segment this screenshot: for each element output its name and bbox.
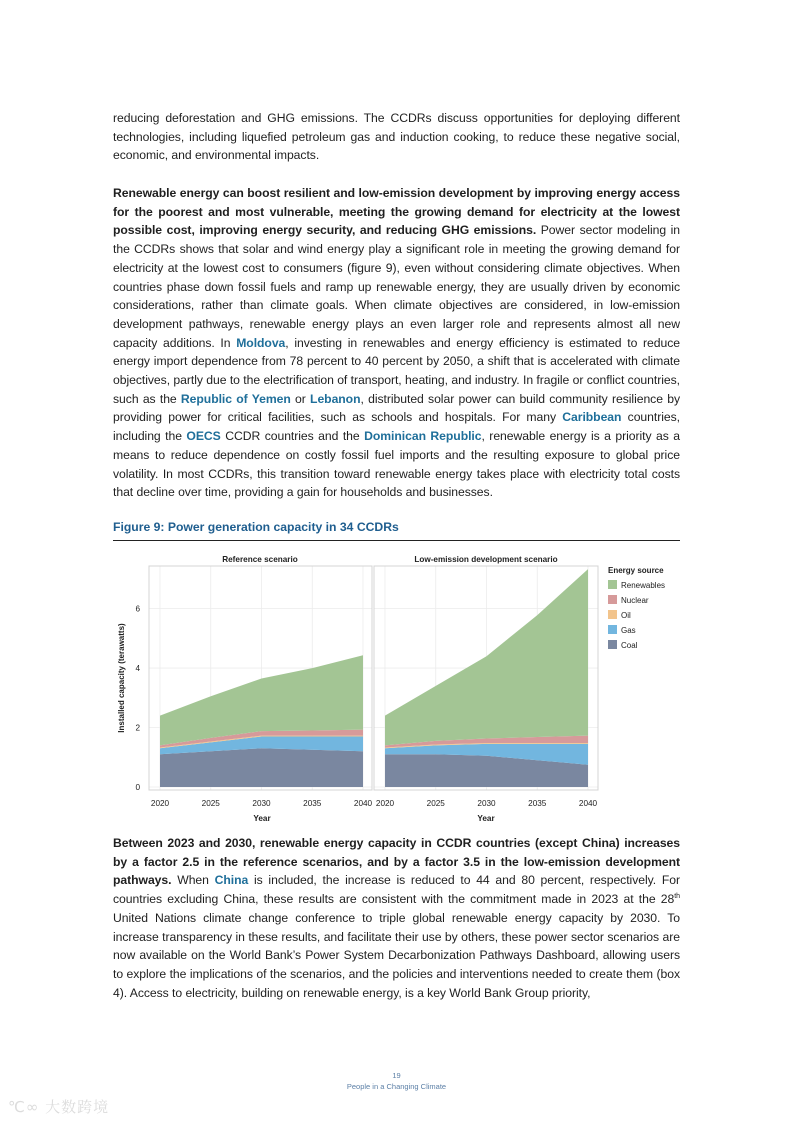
legend-label-gas: Gas xyxy=(621,626,636,635)
figure-title: Figure 9: Power generation capacity in 34 CCDRs xyxy=(113,520,399,534)
paragraph-text: , investing in renewables and energy efficiency is estimated to reduce energy import dependence from 78 percent to 40 percent by 2050, a shift that is accelerated with climate objectives, partly due to the electrification of transport, heating, and industry. In fragile or conflict countries, such as the xyxy=(113,335,680,406)
legend-label-oil: Oil xyxy=(621,611,631,620)
legend-swatch-coal xyxy=(608,640,617,649)
x-tick-label: 2025 xyxy=(426,799,445,808)
paragraph-text: United Nations climate change conference to triple global renewable energy capacity by 2030. To increase transparency in these results, and facilitate their use by others, these power sector scenarios are now available on the World Bank’s Power System Decarbonization Pathways Dashboard, allowing users to explore the implications of the scenarios, and the policies and interventions needed to create them (box 4). Access to electricity, building on renewable energy, is a key World Bank Group priority, xyxy=(113,910,680,1000)
link-china[interactable]: China xyxy=(214,873,249,888)
paragraph-bold-lead: Renewable energy can boost resilient and low-emission development by improving energy access for the poorest and most vulnerable, meeting the growing demand for electricity at the lowest possible cost, improving energy security, and reducing GHG emissions. xyxy=(113,186,680,238)
x-tick-label: 2025 xyxy=(201,799,220,808)
x-tick-label: 2020 xyxy=(150,799,170,808)
panel-title-reference: Reference scenario xyxy=(222,555,298,564)
x-axis-label-low-emission: Year xyxy=(477,814,495,823)
legend-swatch-renewables xyxy=(608,580,617,589)
paragraph-bold-lead: Between 2023 and 2030, renewable energy capacity in CCDR countries (except China) increases by a factor 2.5 in the reference scenarios, and by a factor 3.5 in the low-emission development pathways. xyxy=(113,836,680,888)
paragraph-text: When xyxy=(171,873,215,888)
legend-label-renewables: Renewables xyxy=(621,581,666,590)
legend-label-coal: Coal xyxy=(621,641,638,650)
paragraph-intro xyxy=(113,109,680,165)
paragraph-text: CCDR countries and the xyxy=(220,429,365,444)
paragraph-text: , distributed solar power can build community resilience by providing power for critical facilities, such as schools and hospitals. For many xyxy=(113,391,680,425)
figure-title-rule xyxy=(113,540,680,541)
legend-swatch-gas xyxy=(608,625,617,634)
y-tick-label: 4 xyxy=(135,664,140,674)
page-number: 19 xyxy=(392,1071,401,1080)
legend-title: Energy source xyxy=(608,566,664,575)
y-tick-label: 2 xyxy=(135,723,140,733)
x-axis-label-reference: Year xyxy=(253,814,271,823)
x-tick-label: 2035 xyxy=(528,799,547,808)
superscript-th: th xyxy=(674,893,680,901)
watermark-icon: ℃∞ xyxy=(8,1098,46,1116)
legend-swatch-oil xyxy=(608,610,617,619)
link-lebanon[interactable]: Lebanon xyxy=(310,391,361,406)
paragraph-text: Power sector modeling in the CCDRs shows that solar and wind energy play a significant role in meeting the growing demand for electricity at the lowest cost to consumers (figure 9), even without considering climate objectives. When countries phase down fossil fuels and ramp up renewable energy, they are usually driven by economic considerations, rather than climate goals. When climate objectives are considered, in low-emission development pathways, renewable energy plays an even larger role and represents almost all new capacity additions. In xyxy=(113,223,680,350)
paragraph-text: , renewable energy is a priority as a means to reduce dependence on costly fossil fuel imports and the resulting exposure to global price volatility. In most CCDRs, this transition toward renewable energy takes place with electricity total costs that decline over time, providing a gain for households and businesses. xyxy=(113,429,680,500)
watermark-logo xyxy=(8,1096,109,1117)
x-tick-label: 2040 xyxy=(353,799,373,808)
link-moldova[interactable]: Moldova xyxy=(236,335,286,350)
x-tick-label: 2020 xyxy=(375,799,395,808)
link-dominican-republic[interactable]: Dominican Republic xyxy=(364,429,482,444)
x-tick-label: 2030 xyxy=(477,799,496,808)
panel-title-low-emission: Low-emission development scenario xyxy=(414,555,558,564)
x-tick-label: 2035 xyxy=(303,799,322,808)
y-tick-label: 0 xyxy=(135,783,140,792)
paragraph-renewable-capacity xyxy=(113,834,680,1002)
y-axis-label: Installed capacity (terawatts) xyxy=(117,623,126,733)
link-republic-of-yemen[interactable]: Republic of Yemen xyxy=(180,391,291,406)
legend-label-nuclear: Nuclear xyxy=(621,596,649,605)
footer-doc-title: People in a Changing Climate xyxy=(346,1082,447,1091)
link-caribbean[interactable]: Caribbean xyxy=(562,410,622,425)
watermark-text: 大数跨境 xyxy=(45,1098,110,1116)
paragraph-text: countries, including the xyxy=(113,410,680,444)
link-oecs[interactable]: OECS xyxy=(186,429,221,444)
legend-swatch-nuclear xyxy=(608,595,617,604)
area-coal-reference xyxy=(160,748,363,787)
paragraph-text: is included, the increase is reduced to 44 and 80 percent, respectively. For countries excluding China, these results are consistent with the commitment made in 2023 at the 28 xyxy=(113,873,680,907)
x-tick-label: 2030 xyxy=(252,799,271,808)
paragraph-text: or xyxy=(290,391,311,406)
paragraph-renewable-energy xyxy=(113,184,680,502)
paragraph-text: reducing deforestation and GHG emissions. The CCDRs discuss opportunities for deploying different technologies, including liquefied petroleum gas and induction cooking, to reduce these negative social, economic, and environmental impacts. xyxy=(113,111,680,163)
legend xyxy=(608,580,665,650)
y-tick-label: 6 xyxy=(135,604,140,614)
power-capacity-chart xyxy=(110,548,690,828)
x-tick-label: 2040 xyxy=(578,799,598,808)
